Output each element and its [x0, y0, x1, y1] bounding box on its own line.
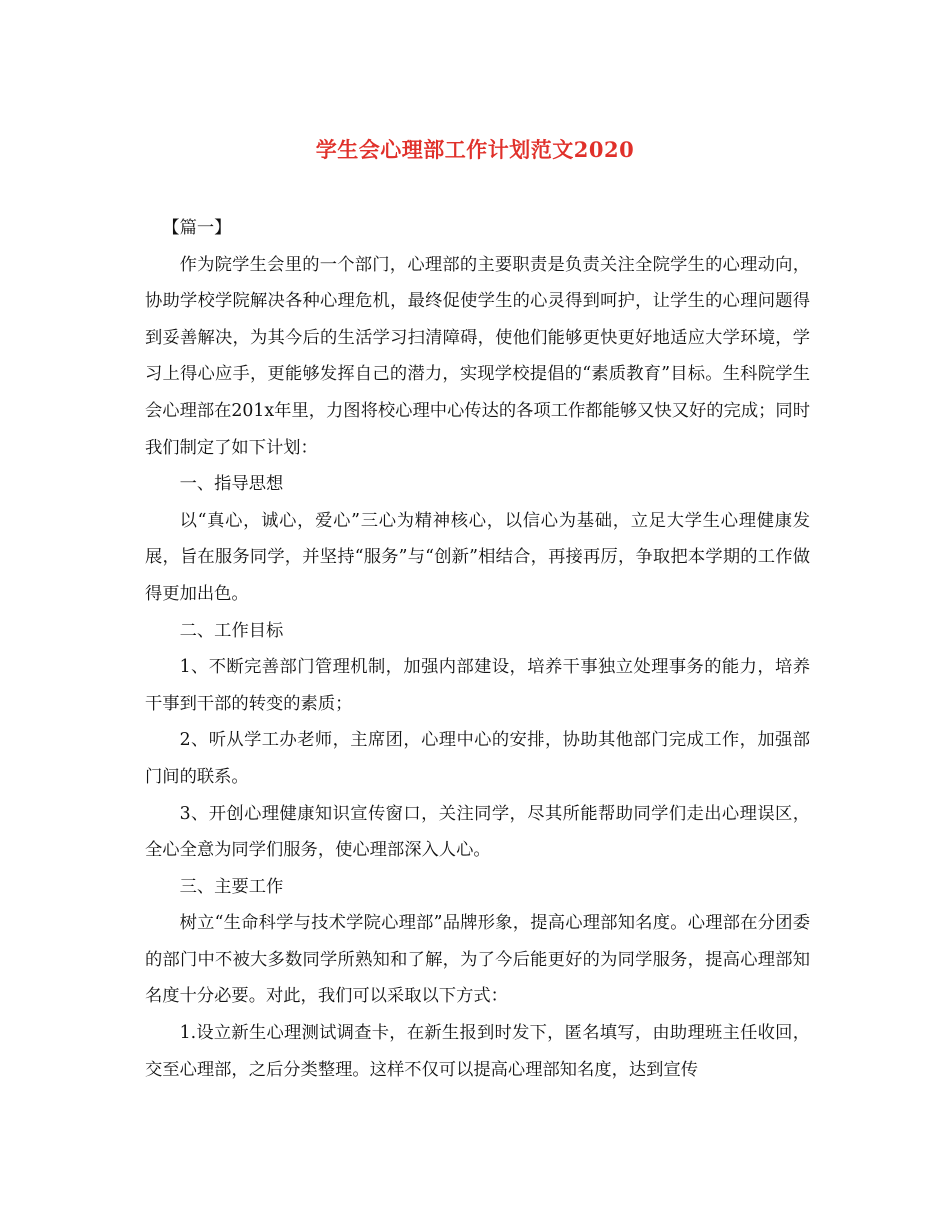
intro-paragraph: 作为院学生会里的一个部门，心理部的主要职责是负责关注全院学生的心理动向，协助学校学院解决各种心理危机，最终促使学生的心灵得到呵护，让学生的心理问题得到妥善解决，为其今后的生活学习扫清障碍，使他们能够更快更好地适应大学环境，学习上得心应手，更能够发挥自己的潜力，实现学校提倡的“素质教育”目标。生科院学生会心理部在201x年里，力图将校心理中心传达的各项工作都能够又快又好的完成；同时我们制定了如下计划： — [145, 254, 810, 458]
goal-item-1: 1、不断完善部门管理机制，加强内部建设，培养干事独立处理事务的能力，培养干事到干部的转变的素质； — [145, 657, 810, 714]
guiding-principle-paragraph: 以“真心，诚心，爱心”三心为精神核心，以信心为基础，立足大学生心理健康发展，旨在服务同学，并坚持“服务”与“创新”相结合，再接再厉，争取把本学期的工作做得更加出色。 — [145, 510, 810, 604]
main-work-paragraph: 树立“生命科学与技术学院心理部”品牌形象，提高心理部知名度。心理部在分团委的部门中不被大多数同学所熟知和了解，为了今后能更好的为同学服务，提高心理部知名度十分必要。对此，我们可以采取以下方式： — [145, 913, 810, 1007]
section-marker: 【篇一】 — [162, 218, 232, 238]
document-title: 学生会心理部工作计划范文2020 — [315, 137, 635, 162]
heading-guiding-principle: 一、指导思想 — [179, 474, 284, 495]
document-body — [145, 210, 810, 1088]
heading-work-goals: 二、工作目标 — [179, 620, 284, 641]
main-work-item-1: 1.设立新生心理测试调查卡，在新生报到时发下，匿名填写，由助理班主任收回，交至心理部，之后分类整理。这样不仅可以提高心理部知名度，达到宣传 — [145, 1023, 810, 1080]
goal-item-2: 2、听从学工办老师，主席团，心理中心的安排，协助其他部门完成工作，加强部门间的联系。 — [145, 730, 810, 787]
heading-main-work: 三、主要工作 — [179, 876, 284, 897]
goal-item-3: 3、开创心理健康知识宣传窗口，关注同学，尽其所能帮助同学们走出心理误区，全心全意为同学们服务，使心理部深入人心。 — [145, 803, 810, 861]
